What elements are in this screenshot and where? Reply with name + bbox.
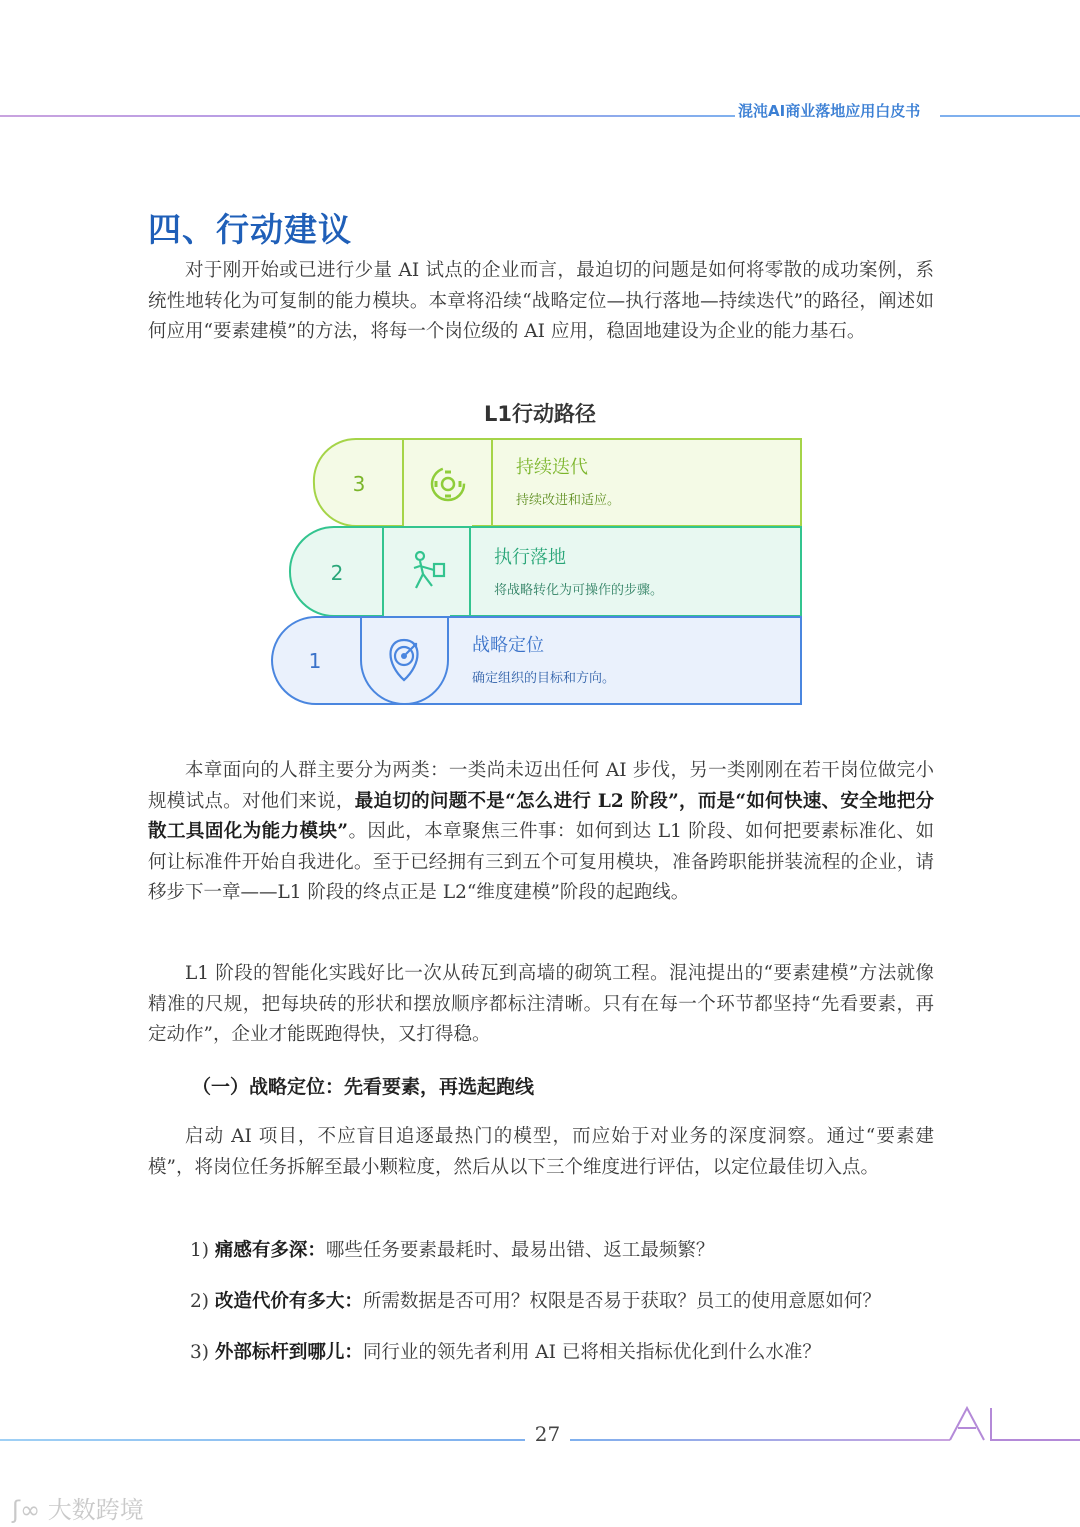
list-item-text: 哪些任务要素最耗时、最易出错、返工最频繁？ (325, 1240, 715, 1261)
header-title: 混沌AI商业落地应用白皮书 (738, 102, 921, 120)
list-item-label: 痛感有多深： (214, 1240, 326, 1261)
list-item-label: 改造代价有多大： (214, 1291, 363, 1312)
step-2-desc: 将战略转化为可操作的步骤。 (494, 583, 664, 598)
svg-text:AI: AI (961, 1434, 963, 1435)
intro-paragraph: 对于刚开始或已进行少量 AI 试点的企业而言，最迫切的问题是如何将零散的成功案例，系统性地转化为可复制的能力模块。本章将沿续“战略定位—执行落地—持续迭代”的路径，阐述如何应用“要素建模”的方法，将每一个岗位级的 AI 应用，稳固地建设为企业的能力基石。 (148, 260, 934, 342)
audience-paragraph (148, 756, 934, 909)
step-1-block (272, 617, 801, 704)
list-item-label: 外部标杆到哪儿： (214, 1342, 363, 1363)
l1-action-path-diagram (268, 436, 808, 708)
watermark (12, 1490, 144, 1525)
figure-title: L1行动路径 (484, 402, 596, 426)
step-1-number: 1 (308, 649, 322, 673)
subsection-title: （一）战略定位：先看要素，再选起跑线 (192, 1076, 535, 1098)
strategy-paragraph: 启动 AI 项目，不应盲目追逐最热门的模型，而应始于对业务的深度洞察。通过“要素建模”，将岗位任务拆解至最小颗粒度，然后从以下三个维度进行评估，以定位最佳切入点。 (148, 1126, 934, 1178)
step-3-title: 持续迭代 (516, 457, 588, 478)
step-2-number: 2 (330, 561, 344, 585)
list-item-number: 1) (190, 1240, 209, 1261)
step-3-desc: 持续改进和适应。 (516, 493, 621, 508)
audience-bold: 最迫切的问题不是“怎么进行 L2 阶段”，而是“如何快速、安全地把分散工具固化为能力模块” (148, 790, 934, 842)
watermark-text: 大数跨境 (47, 1496, 144, 1524)
header-rule-left (0, 115, 735, 117)
page-number: 27 (534, 1422, 561, 1446)
analogy-paragraph: L1 阶段的智能化实践好比一次从砖瓦到高墙的砌筑工程。混沌提出的“要素建模”方法就像精准的尺规，把每块砖的形状和摆放顺序都标注清晰。只有在每一个环节都坚持“先看要素，再定动作”，企业才能既跑得快，又打得稳。 (148, 963, 934, 1045)
audience-text-2: 。因此，本章聚焦三件事：如何到达 L1 阶段、如何把要素标准化、如何让标准件开始自我进化。至于已经拥有三到五个可复用模块，准备跨职能拼装流程的企业，请移步下一章——L1 阶段的终点正是 L2“维度建模”阶段的起跑线。 (148, 821, 934, 903)
step-2-title: 执行落地 (494, 547, 566, 568)
watermark-icon: ʃ∞ (12, 1496, 41, 1524)
list-item-text: 同行业的领先者利用 AI 已将相关指标优化到什么水准？ (362, 1342, 821, 1363)
list-item-text: 所需数据是否可用？权限是否易于获取？员工的使用意愿如何？ (362, 1291, 881, 1312)
list-item (190, 1338, 821, 1364)
step-3-number: 3 (352, 472, 366, 496)
audience-text-1: 本章面向的人群主要分为两类：一类尚未迈出任何 AI 步伐，另一类刚刚在若干岗位做完小规模试点。对他们来说， (148, 760, 934, 812)
section-title: 四、行动建议 (148, 210, 352, 249)
step-1-desc: 确定组织的目标和方向。 (472, 671, 616, 686)
list-item (190, 1236, 714, 1262)
list-item-number: 3) (190, 1342, 209, 1363)
footer-rule-right (570, 1439, 950, 1441)
footer-rule-left (0, 1439, 525, 1441)
list-item-number: 2) (190, 1291, 209, 1312)
ai-logo-icon (945, 1404, 1080, 1444)
header-rule-right (940, 115, 1080, 117)
step-1-title: 战略定位 (472, 635, 544, 656)
list-item (190, 1287, 881, 1313)
